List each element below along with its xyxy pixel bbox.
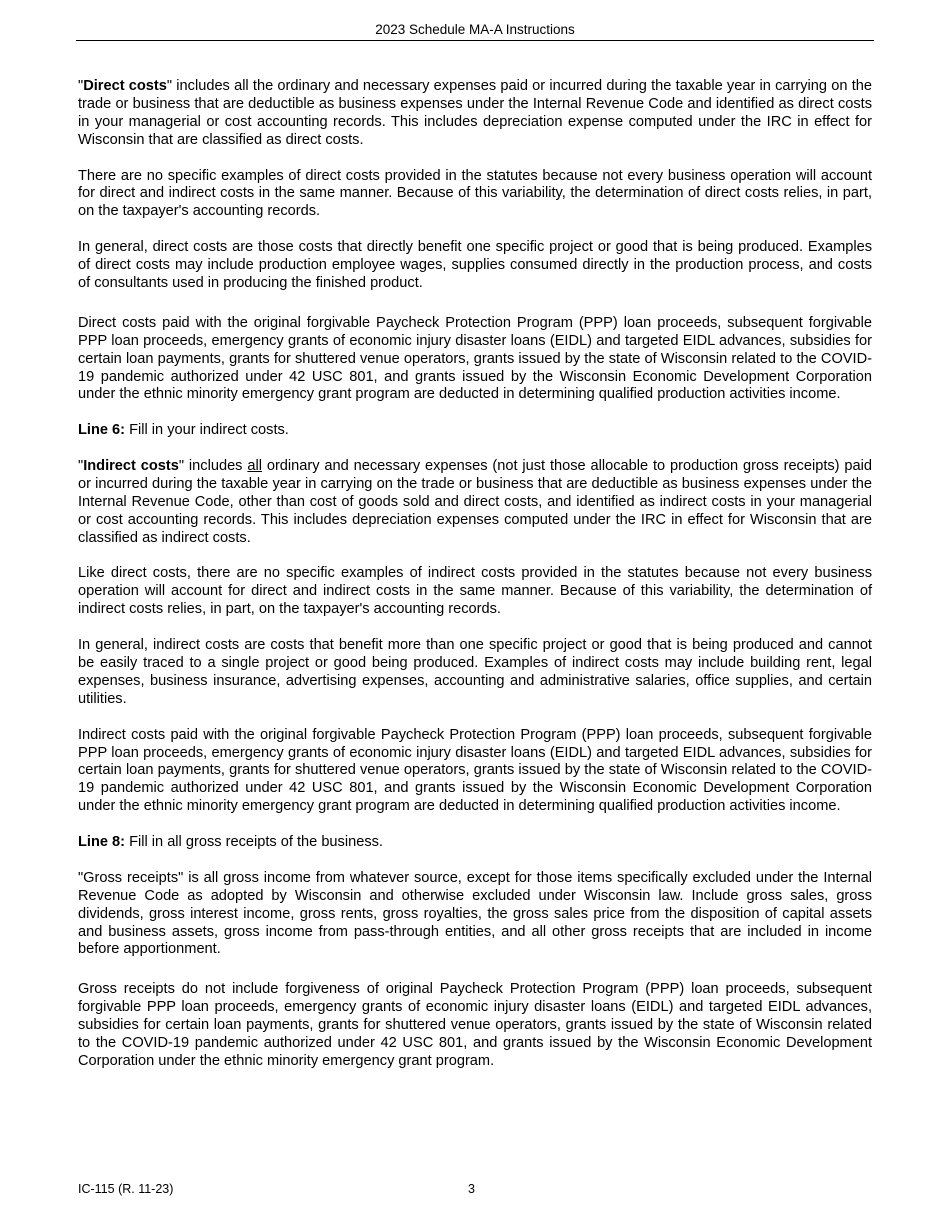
line-6-instruction — [78, 422, 872, 440]
indirect-costs-definition-pre: " includes — [178, 458, 248, 475]
line-6-label: Line 6: — [78, 422, 126, 439]
instructions-body — [78, 78, 872, 1071]
direct-costs-no-examples: There are no specific examples of direct costs provided in the statutes because not every business operation will account for direct and indirect costs in the same manner. Because of this variability, the determination of direct costs relies, in part, on the taxpayer's accounting records. — [78, 167, 872, 220]
line-6-text: Fill in your indirect costs. — [125, 422, 289, 439]
indirect-costs-no-examples: Like direct costs, there are no specific examples of indirect costs provided in the statutes because not every business operation will account for direct and indirect costs in the same manner. Because of this variability, the determination of indirect costs relies, in part, on the taxpayer's accounting records. — [78, 565, 872, 618]
gross-receipts-exclusions: Gross receipts do not include forgiveness of original Paycheck Protection Program (PPP) loan proceeds, subsequent forgivable PPP loan proceeds, emergency grants of economic injury disaster loans (EIDL) and targeted EIDL advances, subsidies for certain loan payments, grants for shuttered venue operators, grants issued by the state of Wisconsin related to the COVID-19 pandemic authorized under 42 USC 801, and grants issued by the Wisconsin Economic Development Corporation under the ethnic minority emergency grant program. — [78, 981, 872, 1069]
indirect-costs-ppp: Indirect costs paid with the original forgivable Paycheck Protection Program (PPP) loan proceeds, subsequent forgivable PPP loan proceeds, emergency grants of economic injury disaster loans (EIDL) and targeted EIDL advances, subsidies for certain loan payments, grants for shuttered venue operators, grants issued by the state of Wisconsin related to the COVID-19 pandemic authorized under 42 USC 801, and grants issued by the Wisconsin Economic Development Corporation under the ethnic minority emergency grant program are deducted in determining qualified production activities income. — [78, 726, 872, 815]
direct-costs-general: In general, direct costs are those costs that directly benefit one specific project or good that is being produced. Examples of direct costs may include production employee wages, supplies consumed directly in the production process, and costs of consultants used in producing the finished product. — [78, 239, 872, 291]
indirect-costs-all-emphasis: all — [247, 458, 262, 475]
indirect-costs-term: Indirect costs — [83, 458, 179, 475]
open-quote: " — [78, 458, 84, 475]
indirect-costs-definition-text: ordinary and necessary expenses (not just those allocable to production gross receipts) paid or incurred during the taxable year in carrying on the trade or business that are deductible as business expenses under the Internal Revenue Code, other than cost of goods sold and direct costs, and identified as indirect costs in your managerial or cost accounting records. This includes depreciation expenses computed under the IRC in effect for Wisconsin that are classified as indirect costs. — [78, 458, 872, 546]
open-quote: " — [78, 78, 84, 94]
line-8-label: Line 8: — [78, 834, 126, 851]
gross-receipts-definition: "Gross receipts" is all gross income from whatever source, except for those items specifically excluded under the Internal Revenue Code as adopted by Wisconsin and otherwise excluded under Wisconsin law. Include gross sales, gross dividends, gross interest income, gross rents, gross royalties, the gross sales price from the disposition of capital assets and business assets, gross income from pass-through entities, and all other gross receipts that are included in income before apportionment. — [78, 869, 872, 958]
direct-costs-ppp: Direct costs paid with the original forgivable Paycheck Protection Program (PPP) loan proceeds, subsequent forgivable PPP loan proceeds, emergency grants of economic injury disaster loans (EIDL) and targeted EIDL advances, subsidies for certain loan payments, grants for shuttered venue operators, grants issued by the state of Wisconsin related to the COVID-19 pandemic authorized under 42 USC 801, and grants issued by the Wisconsin Economic Development Corporation under the ethnic minority emergency grant program are deducted in determining qualified production activities income. — [78, 314, 872, 403]
direct-costs-definition — [78, 78, 872, 150]
indirect-costs-general: In general, indirect costs are costs that benefit more than one specific project or good that is being produced and cannot be easily traced to a single project or good being produced. Examples of indirect costs may include building rent, legal expenses, business insurance, advertising expenses, accounting and administrative salaries, office supplies, and certain utilities. — [78, 637, 872, 707]
line-8-text: Fill in all gross receipts of the business. — [125, 834, 383, 851]
form-id: IC-115 (R. 11-23) — [78, 1182, 174, 1196]
indirect-costs-definition — [78, 458, 872, 548]
direct-costs-term: Direct costs — [83, 78, 167, 94]
line-8-instruction — [78, 834, 872, 852]
page-number: 3 — [468, 1182, 475, 1196]
page-header: 2023 Schedule MA-A Instructions — [76, 21, 874, 41]
direct-costs-definition-text: " includes all the ordinary and necessary expenses paid or incurred during the taxable year in carrying on the trade or business that are deductible as business expenses under the Internal Revenue Code and identified as direct costs in your managerial or cost accounting records. This includes depreciation expense computed under the IRC in effect for Wisconsin that are classified as direct costs. — [78, 78, 872, 148]
